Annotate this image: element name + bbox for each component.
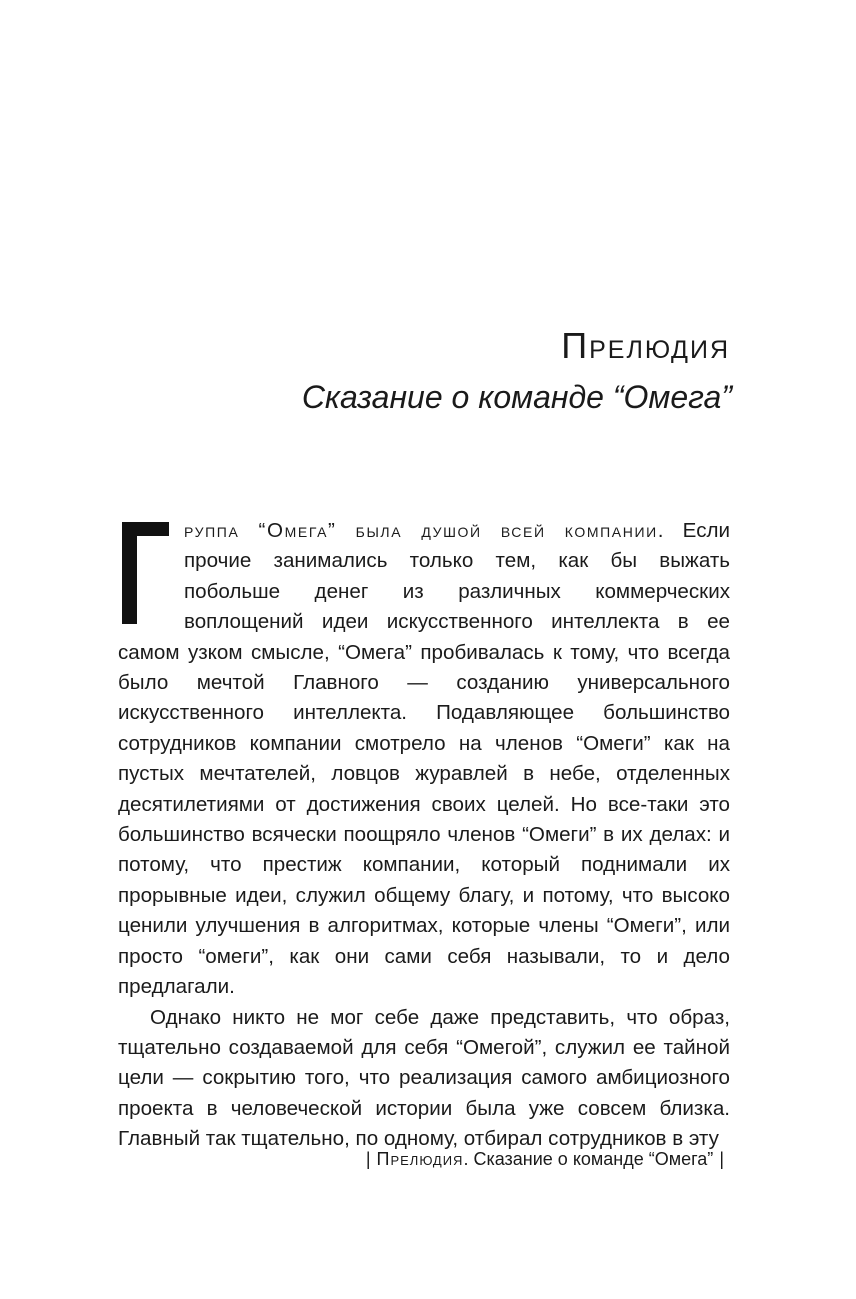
paragraph-1-text: Если прочие занимались только тем, как бы выжать побольше денег из различных коммерческих воплощений идеи искусственного интеллекта в ее самом узком смысле, “Омега” пробивалась к тому, что всегда было мечтой Главного — созданию универсального искусственного интеллекта. Подавляющее большинство сотрудников компании смотрело на членов “Омеги” как на пустых мечтателей, ловцов журавлей в небе, отделенных десятилетиями от достижения своих целей. Но все-таки это большинство всячески поощряло членов “Омеги” в их делах: и потому, что престиж компании, который поднимали их прорывные идеи, служил общему благу, и потому, что высоко ценили улучшения в алгоритмах, которые члены “Омеги”, или просто “омеги”, как они сами себя называли, то и дело предлагали. <box>118 519 731 999</box>
paragraph-1 <box>118 516 730 1003</box>
lead-in-text: руппа “Омега” была душой всей компании. <box>184 519 666 542</box>
chapter-body <box>118 516 730 1155</box>
footer-separator-left: | <box>365 1149 371 1169</box>
running-footer <box>300 1146 730 1172</box>
footer-separator-right: | <box>719 1149 724 1169</box>
chapter-title: Прелюдия <box>561 325 730 366</box>
paragraph-2: Однако никто не мог себе даже представить, что образ, тщательно создаваемой для себя “Омегой”, служил ее тайной цели — сокрытию того, что реализация самого амбициозного проекта в человеческой истории была уже совсем близка. Главный так тщательно, по одному, отбирал сотрудников в эту <box>118 1005 730 1151</box>
dropcap-letter <box>118 522 172 624</box>
chapter-subtitle: Сказание о команде “Омега” <box>301 379 732 415</box>
footer-chapter-subtitle: . Сказание о команде “Омега” <box>463 1149 714 1169</box>
footer-chapter-name: Прелюдия <box>376 1149 464 1169</box>
